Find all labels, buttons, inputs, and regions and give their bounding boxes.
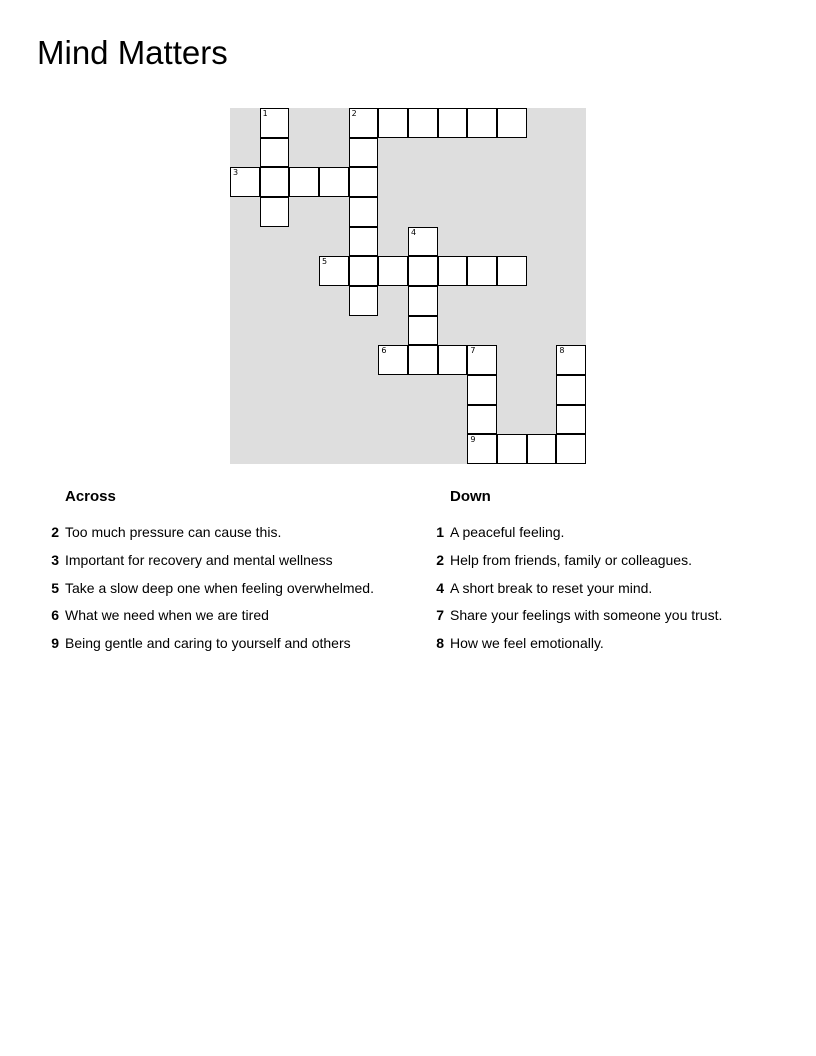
grid-cell[interactable] xyxy=(467,256,497,286)
clue-text: What we need when we are tired xyxy=(65,607,269,624)
across-clue xyxy=(45,575,405,603)
down-clue xyxy=(430,630,790,658)
grid-cell[interactable] xyxy=(260,108,290,138)
clue-text: Too much pressure can cause this. xyxy=(65,524,282,540)
cell-number: 3 xyxy=(233,168,239,178)
cell-number: 1 xyxy=(262,109,268,118)
across-clue xyxy=(45,519,405,547)
clue-number: 6 xyxy=(51,607,59,624)
grid-cell[interactable] xyxy=(349,138,379,168)
grid-cell[interactable] xyxy=(497,434,527,464)
grid-cell[interactable] xyxy=(260,197,290,227)
grid-cell[interactable] xyxy=(467,108,497,138)
across-clue xyxy=(45,547,405,575)
down-clue xyxy=(430,575,790,603)
clue-number: 2 xyxy=(51,524,59,540)
grid-cell[interactable] xyxy=(408,227,438,257)
grid-cell[interactable] xyxy=(378,345,408,375)
clue-text: Important for recovery and mental wellness xyxy=(65,551,333,568)
clue-text: Help from friends, family or colleagues. xyxy=(450,551,692,568)
clue-number: 4 xyxy=(436,579,444,596)
grid-cell[interactable] xyxy=(408,108,438,138)
grid-cell[interactable] xyxy=(349,256,379,286)
across-heading: Across xyxy=(65,488,116,505)
clue-number: 7 xyxy=(436,607,444,624)
grid-cell[interactable] xyxy=(260,138,290,168)
grid-cell[interactable] xyxy=(408,256,438,286)
clue-text: Share your feelings with someone you trust. xyxy=(450,607,723,624)
clue-number: 5 xyxy=(51,579,59,596)
grid-cell[interactable] xyxy=(527,434,557,464)
grid-cell[interactable] xyxy=(467,405,497,435)
clue-text: Take a slow deep one when feeling overwhelmed. xyxy=(65,579,374,596)
across-clue-list xyxy=(45,519,405,658)
clue-text: A short break to reset your mind. xyxy=(450,579,653,596)
grid-cell[interactable] xyxy=(349,197,379,227)
grid-cell[interactable] xyxy=(349,227,379,257)
grid-cell[interactable] xyxy=(408,286,438,316)
down-clues xyxy=(430,486,790,658)
across-clues xyxy=(45,486,405,658)
cell-number: 6 xyxy=(381,346,387,356)
clue-number: 1 xyxy=(436,524,444,540)
grid-cell[interactable] xyxy=(408,345,438,375)
grid-cell[interactable] xyxy=(349,286,379,316)
clue-number: 8 xyxy=(436,635,444,652)
cell-number: 8 xyxy=(559,346,565,356)
grid-cell[interactable] xyxy=(289,167,319,197)
grid-cell[interactable] xyxy=(260,167,290,197)
down-clue xyxy=(430,602,790,630)
clue-text: A peaceful feeling. xyxy=(450,524,565,540)
clue-number: 3 xyxy=(51,551,59,568)
grid-cell[interactable] xyxy=(319,167,349,197)
grid-cell[interactable] xyxy=(408,316,438,346)
grid-cell[interactable] xyxy=(349,167,379,197)
grid-cell[interactable] xyxy=(319,256,349,286)
grid-cell[interactable] xyxy=(556,345,586,375)
grid-cell[interactable] xyxy=(438,108,468,138)
grid-cell[interactable] xyxy=(556,375,586,405)
grid-cell[interactable] xyxy=(467,434,497,464)
grid-cell[interactable] xyxy=(378,256,408,286)
grid-cell[interactable] xyxy=(467,375,497,405)
cell-number: 5 xyxy=(322,257,328,267)
grid-cell[interactable] xyxy=(467,345,497,375)
grid-cell[interactable] xyxy=(349,108,379,138)
clue-text: Being gentle and caring to yourself and others xyxy=(65,635,351,652)
down-clue xyxy=(430,547,790,575)
grid-cell[interactable] xyxy=(556,434,586,464)
down-clue-list xyxy=(430,519,790,658)
clue-number: 9 xyxy=(51,635,59,652)
down-clue xyxy=(430,519,790,547)
crossword-grid xyxy=(230,108,586,464)
clue-text: How we feel emotionally. xyxy=(450,635,604,652)
clue-number: 2 xyxy=(436,551,444,568)
grid-cell[interactable] xyxy=(497,108,527,138)
down-heading: Down xyxy=(450,488,491,505)
grid-cell[interactable] xyxy=(230,167,260,197)
cell-number: 9 xyxy=(470,435,476,445)
cell-number: 2 xyxy=(351,109,357,118)
page-title: Mind Matters xyxy=(37,34,228,71)
grid-cell[interactable] xyxy=(438,345,468,375)
grid-cell[interactable] xyxy=(497,256,527,286)
grid-cell[interactable] xyxy=(378,108,408,138)
cell-number: 4 xyxy=(411,227,417,237)
grid-cell[interactable] xyxy=(556,405,586,435)
grid-cell[interactable] xyxy=(438,256,468,286)
cell-number: 7 xyxy=(470,346,476,356)
across-clue xyxy=(45,602,405,630)
across-clue xyxy=(45,630,405,658)
